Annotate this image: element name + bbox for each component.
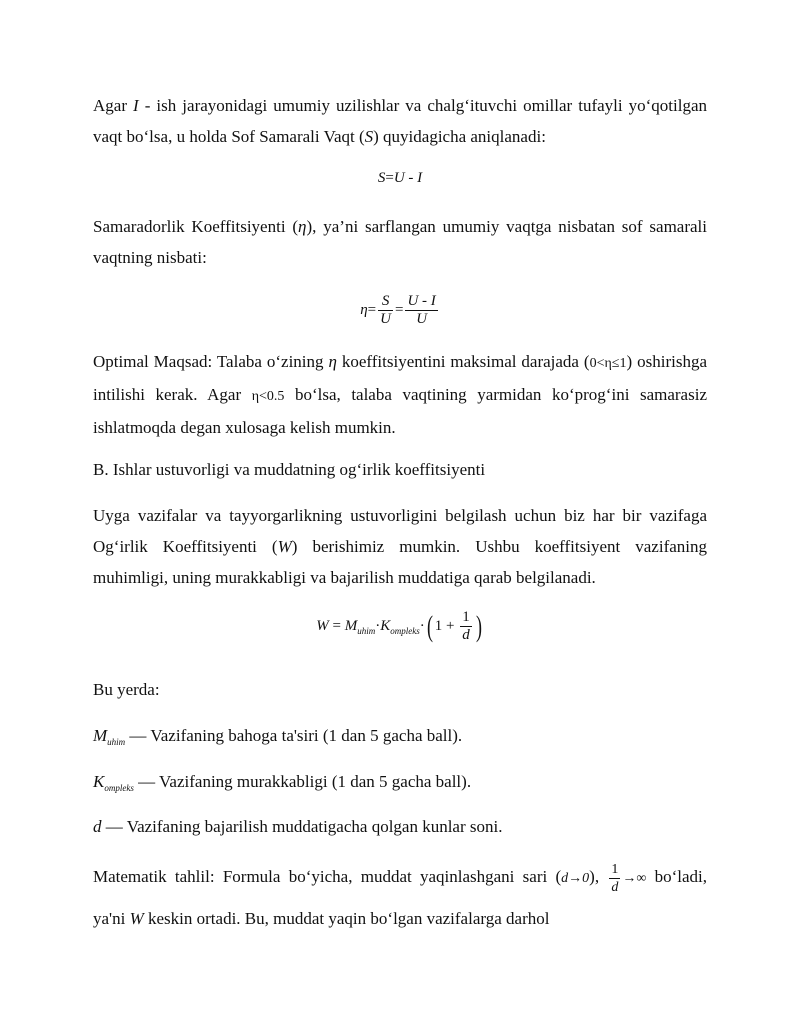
bu-yerda-label: Bu yerda: [93,680,160,699]
fraction-numerator: 1 [462,609,470,625]
text: Samaradorlik Koeffitsiyenti ( [93,217,299,236]
formula-eq: = [385,170,394,186]
formula-eq: = [367,302,377,318]
text: Agar [93,96,134,115]
formula-u: U [393,170,405,186]
text: bo‘ladi, ya'ni [93,867,708,928]
def-symbol-d: d [93,817,102,836]
def-symbol-k: K [93,772,105,791]
formula-m: M [344,618,358,634]
text: bo‘lsa, talaba vaqtining yarmidan ko‘prog‘ini samarasiz ishlatmoqda degan xulosaga kelish mumkin. [93,385,707,437]
formula-eta-symbol: η [360,302,368,318]
formula-s: S [377,170,386,186]
formula-dot: · [375,618,381,634]
text: ) quyidagicha aniqlanadi: [373,127,546,146]
math-d-to-zero: d→0 [561,871,590,886]
section-heading-b: B. Ishlar ustuvorligi va muddatning og‘irlik koeffitsiyenti [93,460,486,479]
var-w: W [277,537,292,556]
math-threshold: η<0.5 [251,389,285,404]
formula-i: I [417,170,423,186]
fraction-numerator: 1 [611,861,619,877]
formula-eq: = [394,302,404,318]
formula-one-plus: 1 + [434,618,459,634]
fraction-denominator: d [611,879,619,895]
definition-k [93,766,707,800]
def-subscript: uhim [107,737,126,747]
formula-w: W [316,618,329,634]
text: ), ya’ni sarflangan umumiy vaqtga nisbatan sof samarali vaqtning nisbati: [93,217,708,267]
text: - ish jarayonidagi umumiy uzilishlar va chalg‘ituvchi omillar tufayli yo‘qotilgan vaqt bo‘lsa, u holda Sof Samarali Vaqt ( [93,96,708,146]
paragraph-weight [93,500,707,593]
formula-right-paren: ) [475,609,482,643]
formula-net-time [93,170,707,187]
text: koeffitsiyentini maksimal darajada ( [336,352,590,371]
def-text: — Vazifaning bahoga ta'siri (1 dan 5 gacha ball). [125,726,463,745]
var-s: S [364,127,374,146]
var-eta: η [328,352,337,371]
formula-weight [93,609,707,644]
formula-left-paren: ( [426,609,433,643]
paragraph-lost-time [93,90,707,152]
formula-m-subscript: uhim [357,626,376,636]
var-eta: η [298,217,307,236]
def-symbol-m: M [93,726,108,745]
formula-dot: · [419,618,425,634]
text: keskin ortadi. Bu, muddat yaqin bo‘lgan vazifalarga darhol [143,909,550,928]
fraction-one-over-d [609,861,620,896]
paragraph-analysis [93,857,707,939]
fraction-ui-over-u [405,293,437,328]
fraction-denominator: U [380,311,391,327]
fraction-numerator: U - I [407,293,436,309]
text: Uyga vazifalar va tayyorgarlikning ustuvorligini belgilash uchun biz har bir vazifaga Og‘irlik Koeffitsiyenti ( [93,506,707,556]
formula-minus: - [404,170,418,186]
var-i: I [133,96,139,115]
text: ), [589,867,608,886]
fraction-numerator: S [378,293,393,311]
fraction-one-over-d [460,609,472,644]
text: ) berishimiz mumkin. Ushbu koeffitsiyent vazifaning muhimligi, uning murakkabligi va bajarilish muddatiga qarab belgilanadi. [93,537,708,587]
formula-eta [93,293,707,328]
formula-k: K [380,618,391,634]
paragraph-efficiency [93,211,707,273]
def-subscript: ompleks [104,783,134,793]
fraction-denominator: d [462,627,470,643]
formula-k-subscript: ompleks [390,626,420,636]
text: ) oshirishga intilishi kerak. Agar [93,352,707,404]
var-w: W [129,909,144,928]
formula-eq: = [328,618,345,634]
math-range: 0<η≤1 [589,356,627,371]
definition-m [93,720,707,754]
paragraph-optimal-goal [93,346,707,443]
math-to-infinity: →∞ [622,871,647,886]
def-text: — Vazifaning murakkabligi (1 dan 5 gacha ball). [133,772,472,791]
fraction-denominator: U [416,311,428,327]
definition-d [93,811,707,842]
text: Optimal Maqsad: Talaba o‘zining [93,352,329,371]
text: Matematik tahlil: Formula bo‘yicha, muddat yaqinlashgani sari ( [93,867,562,886]
fraction-s-over-u [378,293,393,328]
def-text: — Vazifaning bajarilish muddatigacha qolgan kunlar soni. [101,817,503,836]
